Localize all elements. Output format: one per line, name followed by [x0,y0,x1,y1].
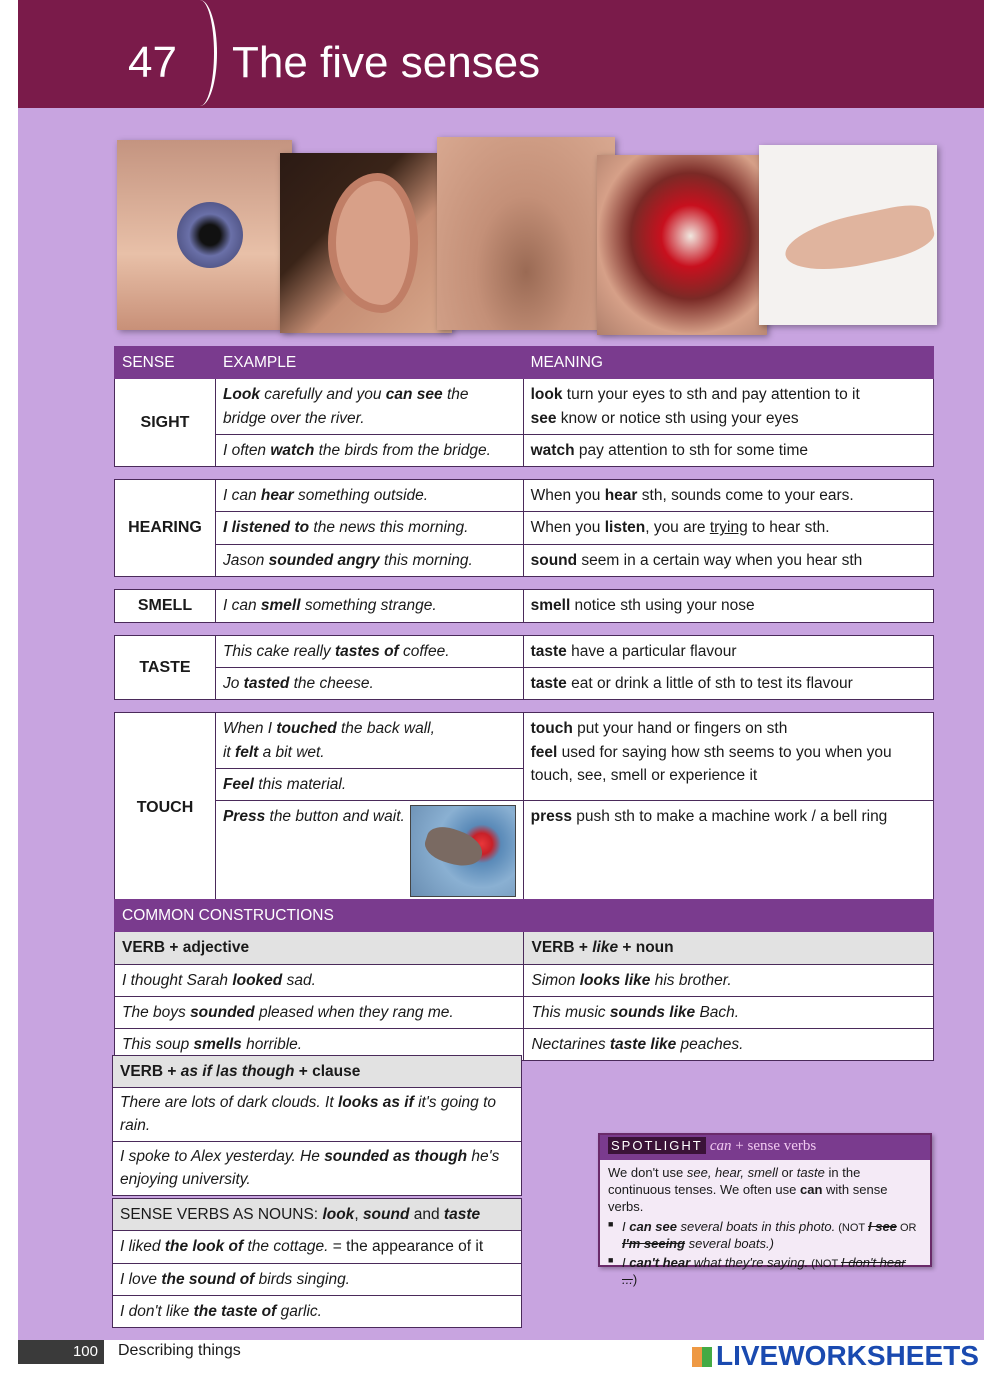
meaning-cell: taste eat or drink a little of sth to test its flavour [523,668,933,700]
example-cell: Jason sounded angry this morning. [215,544,523,576]
subheader: VERB + as if /as though + clause [113,1056,522,1088]
example-cell: Simon looks like his brother. [524,964,934,996]
subheader: SENSE VERBS AS NOUNS: look, sound and taste [113,1199,522,1231]
hand-photo [759,145,937,325]
sense-touch: TOUCH [115,713,216,903]
subheader-left: VERB + adjective [115,932,524,964]
table-row [113,1263,522,1295]
spotlight-intro: We don't use see, hear, smell or taste in the continuous tenses. We often use can with sense verbs. [608,1165,888,1214]
unit-bracket [183,0,217,106]
table-row [113,1295,522,1327]
example-cell: I thought Sarah looked sad. [115,964,524,996]
section-title: Describing things [118,1342,241,1359]
table-row [115,713,934,769]
example-cell: I spoke to Alex yesterday. He sounded as though he's enjoying university. [113,1142,522,1196]
table-row [113,1231,522,1263]
spotlight-box [598,1133,932,1288]
table-row [115,635,934,667]
table-row [115,964,934,996]
eye-photo [117,140,292,330]
example-cell: Nectarines taste like peaches. [524,1029,934,1061]
example-cell: Feel this material. [215,768,523,800]
table-row [115,379,934,435]
example-cell: The boys sounded pleased when they rang me. [115,996,524,1028]
example-cell: This cake really tastes of coffee. [215,635,523,667]
example-cell: When I touched the back wall, it felt a bit wet. [215,713,523,769]
table-row [115,668,934,700]
example-cell: I can hear something outside. [215,480,523,512]
meaning-cell: look turn your eyes to sth and pay attention to it see know or notice sth using your eyes [523,379,933,435]
example-cell: I liked the look of the cottage. = the appearance of it [113,1231,522,1263]
example-cell: This music sounds like Bach. [524,996,934,1028]
mouth-photo [597,155,767,335]
table-row [115,480,934,512]
sense-sight: SIGHT [115,379,216,467]
unit-number: 47 [128,38,177,87]
col-header-meaning: MEANING [523,347,933,379]
sense-hearing: HEARING [115,480,216,577]
example-cell: Jo tasted the cheese. [215,668,523,700]
example-cell: There are lots of dark clouds. It looks as if it's going to rain. [113,1088,522,1142]
ear-photo [280,153,452,333]
example-cell: Look carefully and you can see the bridge over the river. [215,379,523,435]
meaning-cell: press push sth to make a machine work / a bell ring [523,801,933,903]
meaning-cell: taste have a particular flavour [523,635,933,667]
example-cell: I love the sound of birds singing. [113,1263,522,1295]
spotlight-header [600,1135,930,1160]
col-header-sense: SENSE [115,347,216,379]
meaning-cell: When you listen, you are trying to hear sth. [523,512,933,544]
press-button-photo [410,805,516,897]
table-row [113,1199,522,1231]
table-row [115,589,934,622]
sense-smell: SMELL [115,589,216,622]
meaning-cell: When you hear sth, sounds come to your ears. [523,480,933,512]
table-row [115,932,934,964]
meaning-cell: touch put your hand or fingers on sth feel used for saying how sth seems to you when you touch, see, smell or experience it [523,713,933,801]
table-row [113,1142,522,1196]
meaning-cell: smell notice sth using your nose [523,589,933,622]
senses-table [114,346,934,903]
senses-photo-strip [112,135,937,335]
table-row [115,801,934,903]
example-cell: Press the button and wait. [215,801,523,903]
table-row [115,512,934,544]
example-cell: This soup smells horrible. [115,1029,524,1061]
sense-taste: TASTE [115,635,216,700]
example-cell: I don't like the taste of garlic. [113,1295,522,1327]
list-item: ■ I can't hear what they're saying. (NOT I don't hear ...) [608,1255,922,1289]
list-item: ■ I can see several boats in this photo. (NOT I see OR I'm seeing several boats.) [608,1219,922,1253]
table-row [115,544,934,576]
subheader-right: VERB + like + noun [524,932,934,964]
example-cell: I listened to the news this morning. [215,512,523,544]
example-cell: I often watch the birds from the bridge. [215,434,523,466]
page-title: The five senses [232,38,541,87]
page-number: 100 [18,1340,104,1364]
example-cell: I can smell something strange. [215,589,523,622]
liveworksheets-icon [692,1347,712,1367]
common-constructions-table [114,899,934,1061]
liveworksheets-logo[interactable]: LIVEWORKSHEETS [692,1340,979,1372]
table-row [113,1088,522,1142]
table-row [115,434,934,466]
spotlight-body [600,1160,930,1294]
sense-nouns-table [112,1198,522,1328]
table-row [115,996,934,1028]
common-constructions-title: COMMON CONSTRUCTIONS [115,900,934,932]
meaning-cell: watch pay attention to sth for some time [523,434,933,466]
spotlight-subtitle: can + sense verbs [709,1138,817,1154]
col-header-example: EXAMPLE [215,347,523,379]
table-row [113,1056,522,1088]
nose-photo [437,137,615,330]
spotlight-label: SPOTLIGHT [608,1137,706,1154]
as-if-table [112,1055,522,1196]
meaning-cell: sound seem in a certain way when you hear sth [523,544,933,576]
